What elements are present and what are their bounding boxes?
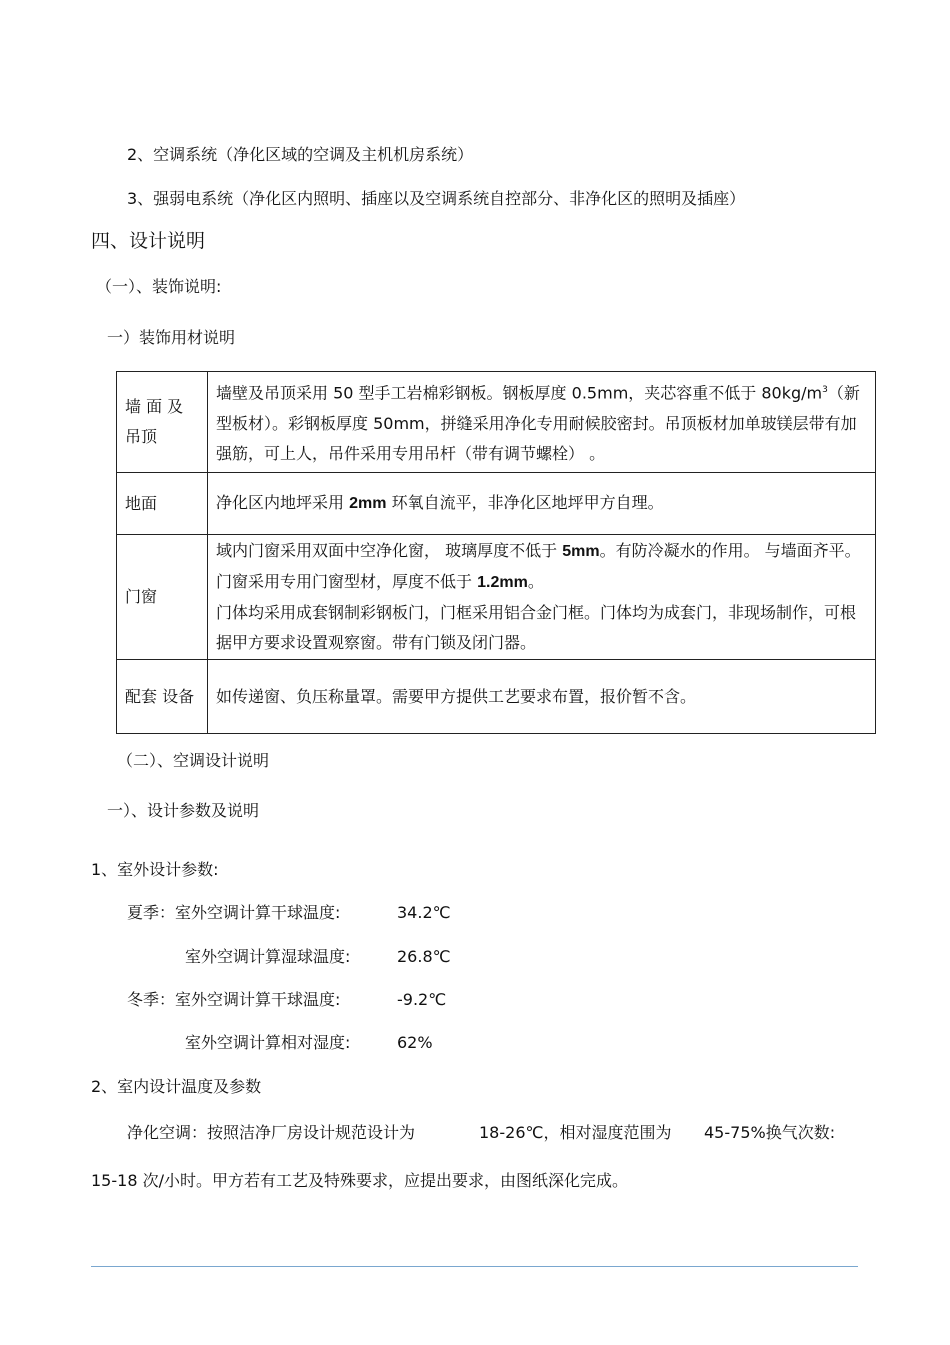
winter-rh-value: 62% [397, 1033, 433, 1052]
table-row [117, 535, 876, 660]
door-text-2: 玻璃厚度不低于 [445, 541, 558, 560]
summer-dry-value: 34.2℃ [397, 903, 451, 922]
door-text-1: 域内门窗采用双面中空净化窗， [216, 541, 441, 560]
floor-text-2: 环氧自流平，非净化区地坪甲方自理。 [391, 493, 664, 512]
winter-rh-label: 室外空调计算相对湿度: [185, 1033, 351, 1052]
floor-text-1: 净化区内地坪采用 [216, 493, 345, 512]
indoor-params-heading: 2、室内设计温度及参数 [91, 1077, 262, 1096]
table-cell-label: 墙 面 及 吊顶 [117, 372, 208, 473]
superscript: 3 [822, 385, 828, 396]
table-cell-text [208, 372, 876, 473]
floor-thickness: 2mm [349, 495, 387, 512]
wall-text-7: 。 [589, 443, 606, 463]
wall-text-3: 0.5mm，夹芯容重不低于 [571, 383, 757, 403]
wall-text-5: （新型板材）。彩钢板厚度 [216, 383, 860, 433]
subheading-hvac: （二）、空调设计说明 [117, 751, 270, 770]
summer-wet-value: 26.8℃ [397, 947, 451, 966]
door-text-5: 门体均采用成套钢制彩钢板门，门框采用铝合金门框。门体均为成套门，非现场制作，可根据甲方要求设置观察窗。带有门锁及闭门器。 [216, 603, 857, 652]
door-text-3: 。有防冷凝水的作用。 与墙面齐平。门窗采用专用门窗型材，厚度不低于 [216, 541, 861, 591]
clean-ac-text-1: 净化空调：按照洁净厂房设计规范设计为 [127, 1123, 416, 1142]
wall-text-4: 80kg/m [761, 383, 823, 403]
clean-ac-text-2: 15-18 次/小时。甲方若有工艺及特殊要求，应提出要求，由图纸深化完成。 [91, 1171, 628, 1190]
list-item-air-conditioning: 2、空调系统（净化区域的空调及主机机房系统） [127, 145, 474, 164]
clean-ac-temp: 18-26℃，相对湿度范围为 [479, 1123, 672, 1142]
wall-text-2: 50 型手工岩棉彩钢板。钢板厚度 [333, 383, 567, 403]
table-row [117, 372, 876, 473]
wall-text-6: 50mm，拼缝采用净化专用耐候胶密封。吊顶板材加单玻镁层带有加强筋，可上人，吊件采用专用吊杆（带有调节螺栓） [216, 413, 857, 463]
winter-dry-label: 冬季：室外空调计算干球温度: [127, 990, 341, 1009]
table-cell-text [208, 535, 876, 660]
summer-dry-label: 夏季：室外空调计算干球温度: [127, 903, 341, 922]
winter-dry-value: -9.2℃ [397, 990, 447, 1009]
clean-ac-rh: 45-75%换气次数: [704, 1123, 836, 1142]
table-cell-text [208, 473, 876, 535]
materials-table [116, 371, 876, 734]
wall-text-1: 墙壁及吊顶采用 [216, 383, 329, 403]
list-item-electrical: 3、强弱电系统（净化区内照明、插座以及空调系统自控部分、非净化区的照明及插座） [127, 189, 746, 208]
table-row [117, 473, 876, 535]
subheading-decoration: （一）、装饰说明: [96, 277, 222, 296]
profile-thickness: 1.2mm [477, 574, 528, 591]
table-cell-text: 如传递窗、负压称量罩。需要甲方提供工艺要求布置，报价暂不含。 [208, 660, 876, 734]
outdoor-params-heading: 1、室外设计参数: [91, 860, 219, 879]
table-row [117, 660, 876, 734]
door-text-4: 。 [527, 572, 544, 591]
table-cell-label: 门窗 [117, 535, 208, 660]
section-heading-design-notes: 四、设计说明 [91, 230, 206, 252]
summer-wet-label: 室外空调计算湿球温度: [185, 947, 351, 966]
glass-thickness: 5mm [562, 543, 600, 560]
subheading-parameters: 一）、设计参数及说明 [107, 801, 260, 820]
table-cell-label: 地面 [117, 473, 208, 535]
table-cell-label: 配套 设备 [117, 660, 208, 734]
subheading-materials: 一）装饰用材说明 [107, 328, 236, 347]
footer-divider [91, 1266, 858, 1267]
